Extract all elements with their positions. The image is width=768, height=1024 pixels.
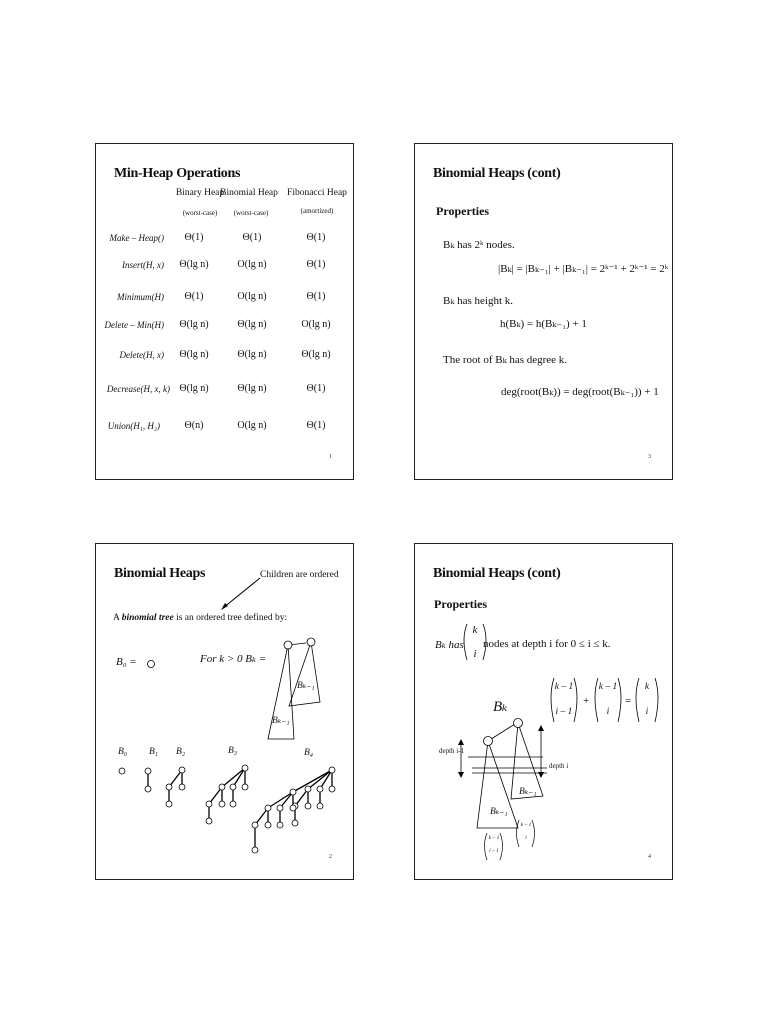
property-nodes: Bₖ has 2ᵏ nodes. bbox=[443, 239, 515, 251]
op-label: Delete(H, x) bbox=[119, 350, 164, 360]
tree-label-b3: B₃ bbox=[228, 746, 238, 756]
column-note-binary: (worst-case) bbox=[182, 209, 218, 217]
depth-diagram bbox=[415, 544, 674, 881]
cell-binomial: O(lg n) bbox=[237, 259, 267, 270]
tree-label-b1: B₁ bbox=[149, 747, 159, 757]
cell-fibonacci: Θ(1) bbox=[306, 383, 326, 394]
cell-binomial: Θ(lg n) bbox=[237, 319, 267, 330]
depth-label-left: depth i-1 bbox=[439, 747, 465, 755]
pascal-b-bottom: i bbox=[606, 707, 610, 717]
slide-min-heap-operations bbox=[95, 143, 354, 480]
small-binom-a-bottom: i – 1 bbox=[489, 848, 499, 854]
subtree-label-right: Bₖ₋₁ bbox=[519, 787, 537, 797]
b0-definition-label: B₀ = bbox=[116, 656, 137, 668]
tree-label-b4: B₄ bbox=[304, 748, 314, 758]
slide-title: Binomial Heaps (cont) bbox=[433, 566, 561, 581]
bk-label: Bₖ bbox=[493, 699, 508, 715]
cell-fibonacci: Θ(lg n) bbox=[301, 349, 331, 360]
cell-fibonacci: Θ(1) bbox=[306, 291, 326, 302]
equals-sign: = bbox=[625, 695, 632, 707]
slide-binomial-heaps-properties-height bbox=[414, 143, 673, 480]
statement-suffix: nodes at depth i for 0 ≤ i ≤ k. bbox=[483, 638, 611, 650]
page-number: 4 bbox=[648, 854, 651, 860]
slide-binomial-heaps-definition bbox=[95, 543, 354, 880]
subtree-label-left: Bₖ₋₁ bbox=[490, 807, 508, 817]
cell-fibonacci: Θ(1) bbox=[306, 420, 326, 431]
pascal-b-top: k – 1 bbox=[598, 682, 618, 692]
cell-binary: Θ(1) bbox=[184, 291, 204, 302]
op-label: Insert(H, x) bbox=[122, 260, 164, 270]
cell-fibonacci: O(lg n) bbox=[301, 319, 331, 330]
slide-title: Binomial Heaps bbox=[114, 566, 206, 581]
slide-title: Binomial Heaps (cont) bbox=[433, 166, 561, 181]
bk-definition-label: For k > 0 Bₖ = bbox=[200, 653, 267, 665]
pascal-a-top: k – 1 bbox=[554, 682, 574, 692]
property-height: Bₖ has height k. bbox=[443, 295, 514, 307]
tree-label-b2: B₂ bbox=[176, 747, 186, 757]
depth-label-right: depth i bbox=[549, 762, 569, 770]
cell-binomial: Θ(lg n) bbox=[237, 349, 267, 360]
slide-title: Min-Heap Operations bbox=[114, 166, 241, 181]
op-label: Make – Heap() bbox=[109, 233, 164, 243]
cell-fibonacci: Θ(1) bbox=[306, 259, 326, 270]
binom-top: k bbox=[472, 624, 478, 636]
small-binom-b-top: k – 1 bbox=[520, 822, 532, 828]
column-note-fibonacci: (amortized) bbox=[300, 207, 334, 215]
page-number: 3 bbox=[648, 454, 651, 460]
op-label: Decrease(H, x, k) bbox=[106, 384, 170, 394]
slide-binomial-heaps-properties-depth bbox=[414, 543, 673, 880]
op-label: Union(H₁, H₂) bbox=[107, 421, 160, 431]
cell-binomial: O(lg n) bbox=[237, 420, 267, 431]
small-binom-a-top: k – 1 bbox=[488, 835, 500, 841]
page-number: 1 bbox=[329, 454, 332, 460]
cell-binary: Θ(lg n) bbox=[179, 349, 209, 360]
equation-degree: deg(root(Bₖ)) = deg(root(Bₖ₋₁)) + 1 bbox=[501, 386, 659, 398]
subtree-label-right: Bₖ₋₁ bbox=[297, 681, 315, 691]
op-label: Delete – Min(H) bbox=[104, 320, 164, 330]
property-root-degree: The root of Bₖ has degree k. bbox=[443, 354, 568, 366]
slide-subtitle: Properties bbox=[436, 204, 490, 218]
cell-binary: Θ(n) bbox=[184, 420, 204, 431]
small-binom-b-bottom: i bbox=[525, 835, 527, 841]
cell-binary: Θ(lg n) bbox=[179, 383, 209, 394]
pascal-c-bottom: i bbox=[645, 707, 649, 717]
cell-binary: Θ(lg n) bbox=[179, 319, 209, 330]
column-header-fibonacci: Fibonacci Heap bbox=[287, 188, 347, 198]
cell-binomial: Θ(lg n) bbox=[237, 383, 267, 394]
statement-prefix: Bₖ has bbox=[435, 639, 464, 651]
callout-children-ordered: Children are ordered bbox=[260, 570, 339, 580]
tree-label-b0: B₀ bbox=[118, 747, 128, 757]
column-header-binary: Binary Heap bbox=[175, 188, 225, 198]
pascal-c-top: k bbox=[644, 682, 650, 692]
plus-sign: + bbox=[583, 695, 590, 707]
cell-fibonacci: Θ(1) bbox=[306, 232, 326, 243]
op-label: Minimum(H) bbox=[117, 292, 164, 302]
cell-binomial: Θ(1) bbox=[242, 232, 262, 243]
cell-binary: Θ(lg n) bbox=[179, 259, 209, 270]
subtree-label-left: Bₖ₋₁ bbox=[272, 716, 290, 726]
column-note-binomial: (worst-case) bbox=[233, 209, 269, 217]
binomial-tree-diagrams bbox=[96, 544, 355, 881]
cell-binary: Θ(1) bbox=[184, 232, 204, 243]
pascal-a-bottom: i – 1 bbox=[555, 707, 573, 717]
cell-binomial: O(lg n) bbox=[237, 291, 267, 302]
equation-size: |Bₖ| = |Bₖ₋₁| + |Bₖ₋₁| = 2ᵏ⁻¹ + 2ᵏ⁻¹ = 2ᵏ bbox=[498, 263, 669, 275]
column-header-binomial: Binomial Heap bbox=[220, 188, 278, 198]
definition-text: A binomial tree is an ordered tree defined by: bbox=[113, 613, 288, 623]
slide-subtitle: Properties bbox=[434, 597, 488, 611]
binom-bottom: i bbox=[473, 648, 477, 660]
equation-height: h(Bₖ) = h(Bₖ₋₁) + 1 bbox=[500, 318, 587, 330]
page-number: 2 bbox=[329, 854, 332, 860]
